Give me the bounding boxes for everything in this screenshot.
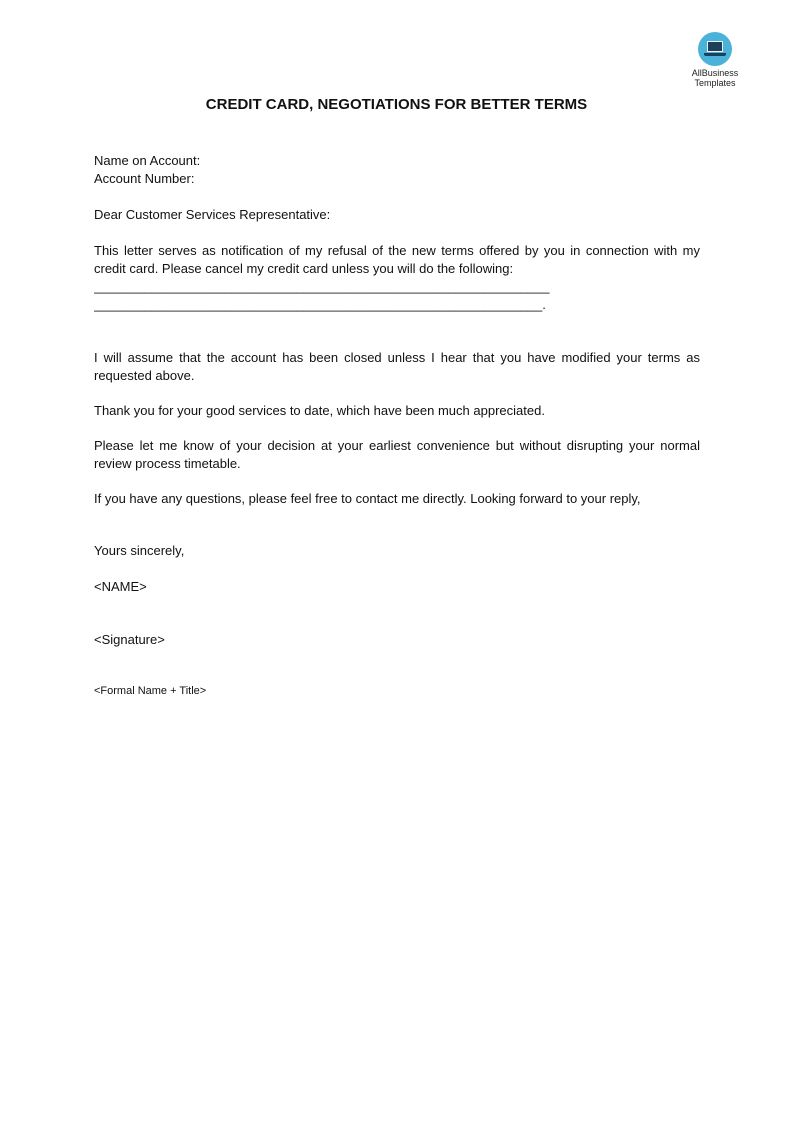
blank-line-2: ______________________________________________________________.	[94, 297, 546, 312]
letter-body	[94, 152, 700, 700]
allbusiness-logo	[683, 32, 747, 88]
document-title: CREDIT CARD, NEGOTIATIONS FOR BETTER TERMS	[205, 96, 588, 113]
paragraph-thanks: Thank you for your good services to date, which have been much appreciated.	[94, 403, 545, 418]
name-placeholder: <NAME>	[94, 579, 147, 594]
salutation: Dear Customer Services Representative:	[94, 207, 331, 222]
laptop-icon	[698, 32, 732, 66]
paragraph-questions: If you have any questions, please feel free to contact me directly. Looking forward to your reply,	[94, 491, 641, 506]
account-name-label: Name on Account:	[94, 153, 201, 168]
formal-name-placeholder: <Formal Name + Title>	[94, 685, 207, 697]
signature-placeholder: <Signature>	[94, 632, 165, 647]
paragraph-refusal: This letter serves as notification of my refusal of the new terms offered by you in connection with my credit card. Please cancel my credit card unless you will do the following:	[94, 243, 700, 276]
paragraph-account-closed: I will assume that the account has been closed unless I hear that you have modified your terms as requested above.	[94, 350, 700, 383]
paragraph-decision: Please let me know of your decision at your earliest convenience but without disrupting your normal review process timetable.	[94, 438, 700, 471]
blank-line-1: _______________________________________________________________	[94, 279, 550, 294]
closing: Yours sincerely,	[94, 543, 185, 558]
account-number-label: Account Number:	[94, 171, 195, 186]
logo-line-1: AllBusiness	[691, 68, 739, 78]
logo-text	[683, 68, 747, 88]
logo-line-2: Templates	[694, 78, 736, 88]
